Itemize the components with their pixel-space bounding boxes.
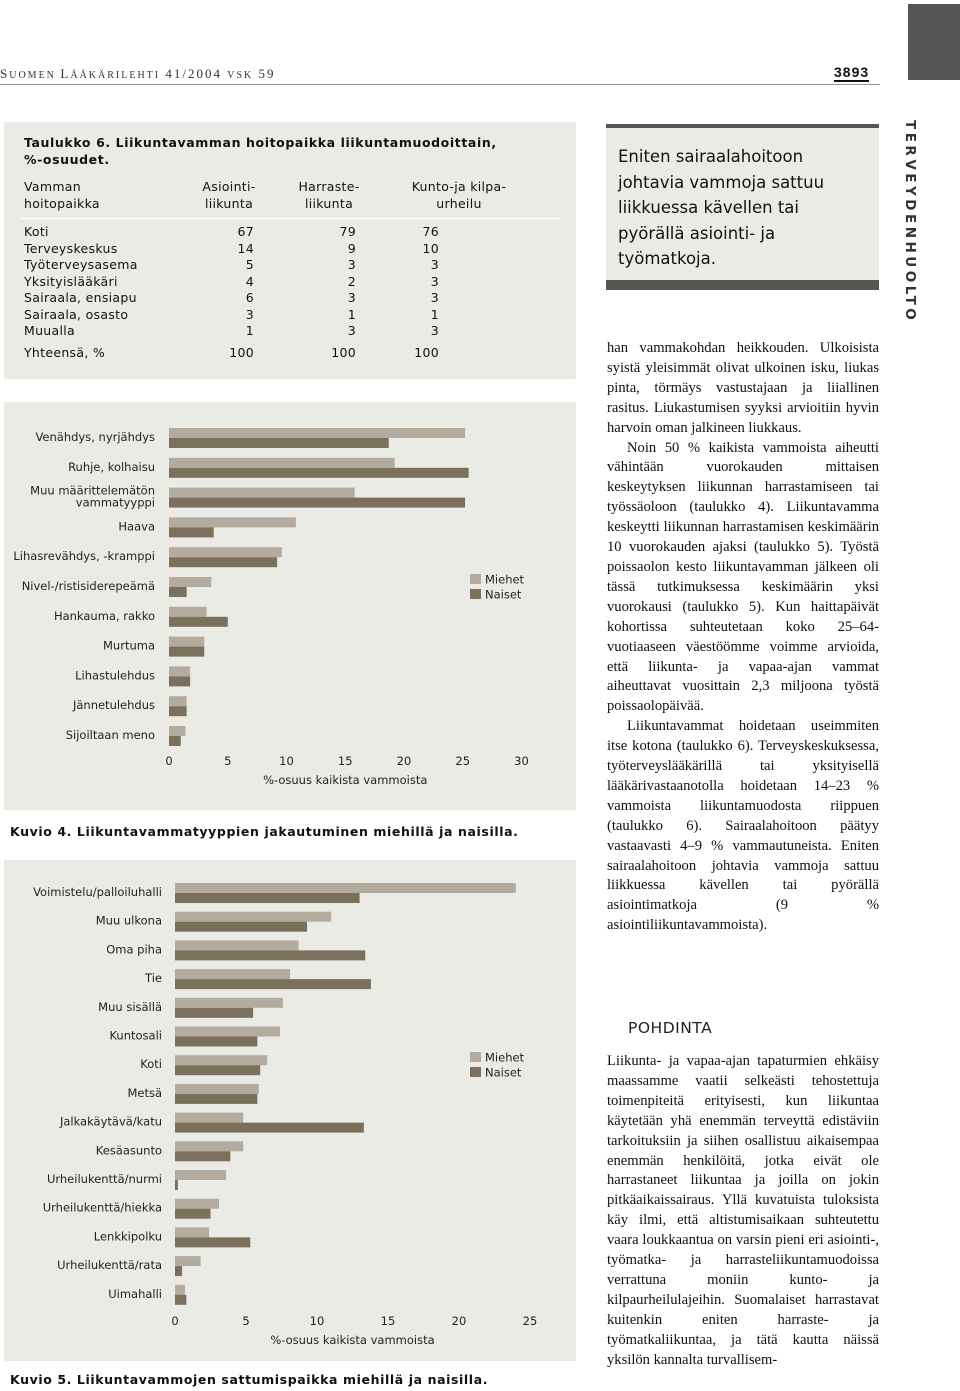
bar-women (175, 1008, 253, 1018)
category-label: Kesäasunto (95, 1143, 162, 1158)
x-tick-label: 30 (514, 754, 529, 768)
x-tick-label: 15 (337, 754, 353, 768)
figure-5-panel (4, 860, 576, 1361)
table-row (24, 274, 544, 291)
bar-men (175, 1113, 243, 1123)
bar-men (169, 666, 190, 676)
table-row (24, 241, 544, 258)
col-header-harraste: Harraste- liikunta (298, 179, 360, 211)
row-value: 9 (347, 240, 356, 256)
bar-women (169, 557, 277, 567)
legend-label: Naiset (485, 587, 522, 602)
bar-men (175, 1256, 201, 1266)
col-header-kunto: Kunto-ja kilpa- urheilu (411, 179, 507, 211)
legend-label: Miehet (485, 572, 525, 587)
bar-men (175, 940, 299, 950)
legend-swatch (470, 589, 481, 599)
pull-quote: Eniten sairaalahoitoon johtavia vammoja sattuu liikkuessa kävellen tai pyörällä asiointi- ja työmatkoja. (606, 124, 879, 290)
bar-women (175, 1123, 364, 1133)
bar-women (175, 1037, 257, 1047)
bar-women (169, 438, 389, 448)
bar-men (175, 1084, 259, 1094)
bar-women (175, 979, 371, 989)
category-label: Uimahalli (108, 1286, 162, 1301)
col-header-place: Vamman hoitopaikka (24, 179, 100, 211)
row-value: 1 (430, 306, 439, 322)
bar-men (175, 1227, 209, 1237)
x-axis-label: %-osuus kaikista vammoista (263, 773, 428, 787)
row-value: 76 (422, 224, 439, 239)
legend-label: Miehet (485, 1050, 525, 1065)
bar-women (169, 676, 190, 686)
x-tick-label: 10 (309, 1314, 325, 1328)
row-value: 2 (347, 273, 356, 289)
bar-men (169, 577, 211, 587)
body-paragraph: Liikuntavammat hoidetaan useimmiten itse kotona (taulukko 6). Terveyskeskuksessa, työterveyslääkärillä tai yksityisellä lääkärivastaanotolla hoidetaan 14–23 % vammoista liikuntamuodosta riippuen (taulukko 6). Sairaalahoitoon päätyy vastaavasti 4–9 % vammautuneista. Eniten sairaalahoitoon johtavia vammoja sattuu liikkuessa kävellen tai pyörällä asiointimatkoja (9 % asiointiliikuntavammoista). (607, 718, 879, 934)
category-label: Nivel-/ristisiderepeämä (21, 579, 155, 593)
row-value: 14 (237, 240, 254, 256)
header-rule (0, 84, 880, 85)
category-label: Venähdys, nyrjähdys (35, 430, 155, 444)
table-divider (20, 218, 560, 219)
bar-men (175, 1055, 267, 1065)
bar-men (169, 458, 395, 468)
body-paragraph: Noin 50 % kaikista vammoista aiheutti vähintään vuorokauden mittaisen keskeytyksen liikunnan harrastamiseen tai työssäoloon (taulukko 4). Liikuntavamma keskeytti liikunnan harrastamisen keskimäärin 10 vuorokauden ajaksi (taulukko 5). Työstä poissaolon kesto liikuntavamman jälkeen oli tässä tutkimuksessa keskimäärin yksi vuorokausi (taulukko 5). Kun haittapäivät kohortissa suhteutetaan koko 25–64-vuotiaaseen väestöömme voimme arvioida, että liikunta- ja vapaa-ajan vammat aiheuttavat vuosittain 2,3 miljoona työstä poissaolopäivää. (607, 439, 879, 715)
bar-men (169, 637, 204, 647)
row-label: Työterveysasema (24, 257, 138, 272)
article-body (607, 339, 879, 936)
category-label: Oma piha (106, 942, 162, 957)
category-label: Sijoiltaan meno (65, 728, 155, 742)
legend-swatch (470, 574, 481, 584)
bar-men (169, 547, 282, 557)
bar-women (175, 950, 365, 960)
x-tick-label: 25 (522, 1314, 538, 1328)
x-tick-label: 5 (224, 754, 232, 768)
discussion-body: Liikunta- ja vapaa-ajan tapaturmien ehkäisy maassamme vaatii selkeästi tehostettuja toimenpiteitä erityisesti, kun liikuntaa käytetään yhä enemmän terveyttä edistäviin tarkoituksiin ja siihen osallistuu aikaisempaa enemmän henkilöitä, jotka eivät ole harrastaneet liikuntaa ja joilla on jokin pitkäaikaissairaus. Yllä kuvatuista tuloksista käy ilmi, että altistumisaikaan suhteutettu vaara loukkaantua on varsin pieni eri asiointi-, työmatka- ja harrasteliikuntamuodoissa verrattuna moniin kunto- ja kilpaurheilulajeihin. Suomalaiset harrastavat kuitenkin eniten harraste- ja työmatkaliikuntaa, ja tätä kautta näissä yksilön kannalta turvallisem- (607, 1053, 879, 1368)
x-tick-label: 0 (165, 754, 173, 768)
bar-women (169, 468, 469, 478)
category-label: Hankauma, rakko (53, 608, 155, 623)
body-paragraph: han vammakohdan heikkouden. Ulkoisista syistä yleisimmät olivat ulkoinen isku, liukas pinta, törmäys vastustajaan ja liiallinen rasitus. Liukastumisen syyksi arvioitiin hyvin harvoin oman jalkineen liukkaus. (607, 340, 879, 436)
bar-men (169, 607, 207, 617)
x-axis-label: %-osuus kaikista vammoista (270, 1333, 435, 1347)
row-value: 79 (339, 224, 356, 239)
bar-men (169, 726, 185, 736)
bar-men (175, 1027, 280, 1037)
row-value: 10 (422, 240, 439, 256)
row-label: Muualla (24, 323, 75, 338)
category-label: Voimistelu/palloiluhalli (33, 885, 162, 899)
row-label: Terveyskeskus (24, 240, 118, 256)
category-label: Lihasrevähdys, -kramppi (13, 549, 155, 564)
x-tick-label: 15 (380, 1314, 396, 1328)
row-label: Yksityislääkäri (24, 273, 118, 289)
category-label: Kuntosali (109, 1028, 162, 1043)
row-value: 3 (430, 257, 439, 272)
x-tick-label: 10 (279, 754, 294, 768)
table-row (24, 323, 544, 340)
figure-4-caption: Kuvio 4. Liikuntavammatyyppien jakautuminen miehillä ja naisilla. (10, 824, 519, 839)
bar-women (169, 647, 204, 657)
category-label: Urheilukenttä/hiekka (42, 1200, 162, 1215)
bar-women (175, 1065, 260, 1075)
category-label: Urheilukenttä/nurmi (46, 1172, 162, 1186)
bar-men (175, 1199, 219, 1209)
figure-4-chart (4, 402, 576, 810)
row-value: 3 (430, 273, 439, 289)
category-label: Jalkakäytävä/katu (59, 1114, 162, 1129)
legend-swatch (470, 1052, 481, 1062)
row-label: Koti (24, 224, 49, 239)
category-label: Urheilukenttä/rata (57, 1258, 162, 1273)
row-value: 3 (347, 290, 356, 305)
legend-label: Naiset (485, 1065, 522, 1080)
bar-women (175, 1209, 211, 1219)
category-label: Haava (118, 519, 155, 534)
row-value: 3 (347, 257, 356, 272)
x-tick-label: 25 (455, 754, 471, 768)
corner-tab (908, 4, 960, 80)
bar-women (175, 1180, 178, 1190)
bar-women (175, 1266, 182, 1276)
category-label: Tie (145, 971, 162, 986)
category-label: Koti (140, 1057, 162, 1072)
row-value: 6 (245, 290, 254, 305)
bar-women (169, 706, 187, 716)
discussion-heading: POHDINTA (628, 1019, 713, 1037)
bar-men (175, 912, 331, 922)
bar-men (169, 488, 355, 498)
bar-women (175, 1094, 257, 1104)
row-value: 5 (245, 257, 254, 272)
table-row (24, 290, 544, 307)
row-value: 3 (245, 306, 254, 322)
category-label: Ruhje, kolhaisu (68, 459, 155, 474)
row-value: 3 (430, 290, 439, 305)
figure-4-panel (4, 402, 576, 810)
bar-women (169, 617, 228, 627)
row-label: Sairaala, ensiapu (24, 290, 137, 305)
table-6-panel (4, 122, 576, 379)
x-tick-label: 5 (242, 1314, 250, 1328)
bar-women (175, 922, 307, 932)
category-label: Metsä (127, 1085, 162, 1100)
category-label: Lihastulehdus (75, 668, 155, 683)
table-row (24, 307, 544, 324)
category-label: Jännetulehdus (72, 698, 155, 713)
bar-men (169, 517, 296, 527)
table-row (24, 224, 544, 241)
bar-women (175, 1237, 250, 1247)
row-value: 67 (237, 224, 254, 239)
bar-men (175, 1170, 226, 1180)
category-label: Muu sisällä (98, 999, 162, 1014)
x-tick-label: 0 (171, 1314, 179, 1328)
category-label: Muu määrittelemätön vammatyyppi (30, 483, 155, 510)
legend-swatch (470, 1067, 481, 1077)
row-value: 3 (347, 323, 356, 338)
x-tick-label: 20 (396, 754, 412, 768)
table-header (24, 179, 544, 219)
bar-women (175, 893, 360, 903)
row-value: 1 (347, 306, 356, 322)
journal-header: SUOMEN LÄÄKÄRILEHTI 41/2004 VSK 59 (0, 66, 276, 81)
bar-women (175, 1295, 186, 1305)
table-6-caption: Taulukko 6. Liikuntavamman hoitopaikka liikuntamuodoittain, %-osuudet. (24, 135, 497, 167)
bar-men (175, 998, 283, 1008)
bar-men (175, 969, 290, 979)
table-row (24, 257, 544, 274)
bar-women (169, 587, 187, 597)
bar-men (175, 1141, 243, 1151)
category-label: Lenkkipolku (93, 1229, 162, 1244)
bar-women (169, 527, 214, 537)
bar-men (169, 696, 187, 706)
bar-women (169, 498, 465, 508)
page-number: 3893 (834, 64, 870, 80)
category-label: Murtuma (103, 638, 155, 653)
row-label: Sairaala, osasto (24, 306, 129, 322)
section-side-label: TERVEYDENHUOLTO (902, 120, 918, 324)
bar-men (169, 428, 465, 438)
category-label: Muu ulkona (95, 913, 162, 928)
row-value: 1 (245, 323, 254, 338)
row-value: 3 (430, 323, 439, 338)
row-value: 4 (245, 273, 254, 289)
table-total-row: Yhteensä, % 100 100 100 (24, 345, 439, 360)
figure-5-caption: Kuvio 5. Liikuntavammojen sattumispaikka miehillä ja naisilla. (10, 1372, 489, 1387)
bar-men (175, 883, 516, 893)
table-body (24, 224, 544, 340)
bar-women (175, 1151, 230, 1161)
figure-5-chart (4, 860, 576, 1361)
bar-men (175, 1285, 185, 1295)
bar-women (169, 736, 181, 746)
x-tick-label: 20 (451, 1314, 467, 1328)
col-header-asiointi: Asiointi- liikunta (202, 179, 256, 211)
